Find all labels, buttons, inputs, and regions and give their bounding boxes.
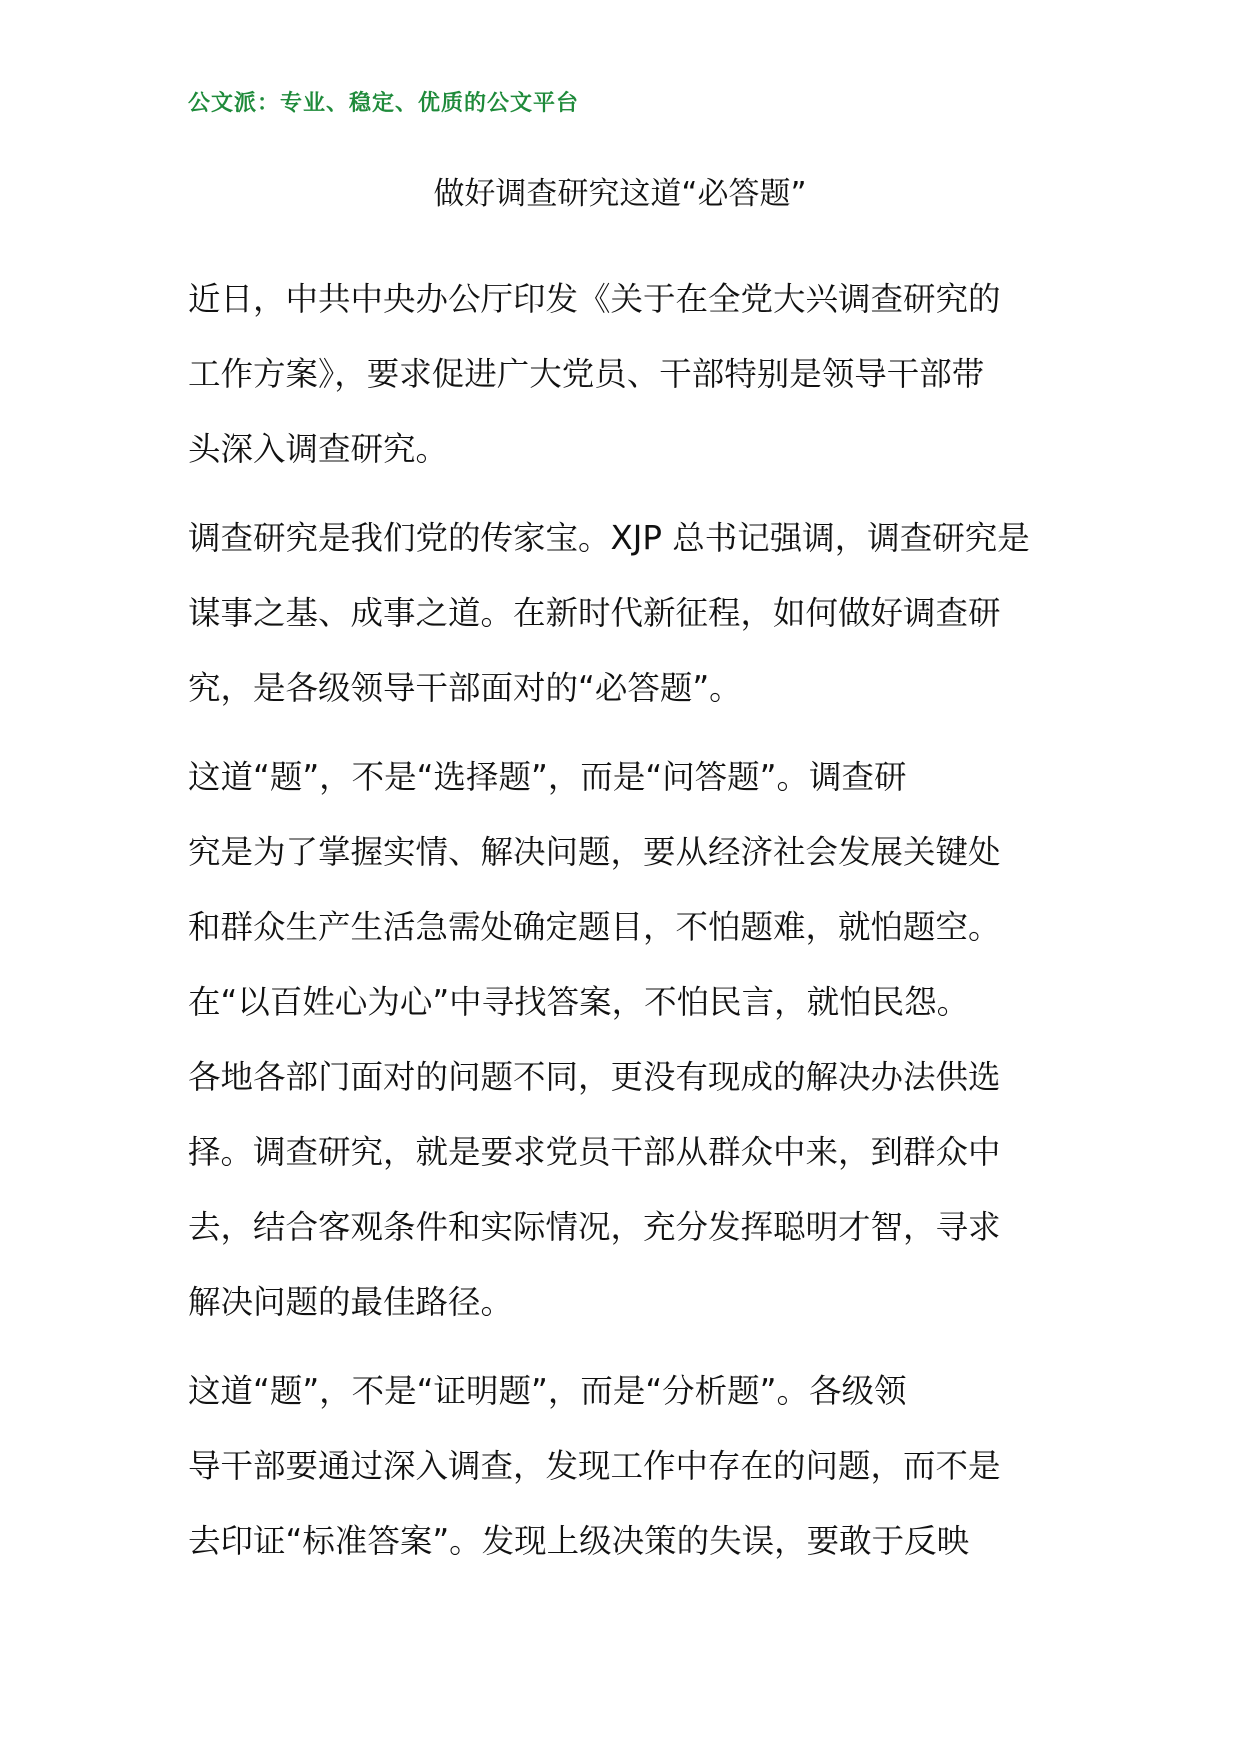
text-line: 这道“题”，不是“证明题”，而是“分析题”。各级领 (188, 1372, 907, 1410)
text-line: 解决问题的最佳路径。 (188, 1283, 514, 1321)
document-body (188, 262, 1068, 1593)
text-line: 这道“题”，不是“选择题”，而是“问答题”。调查研 (188, 758, 907, 796)
document-title: 做好调查研究这道“必答题” (433, 176, 807, 212)
text-line: 谋事之基、成事之道。在新时代新征程，如何做好调查研 (188, 594, 1001, 632)
paragraph-3 (188, 740, 1068, 1340)
text-line: 各地各部门面对的问题不同，更没有现成的解决办法供选 (188, 1058, 1001, 1096)
paragraph-2 (188, 501, 1068, 726)
paragraph-4 (188, 1354, 1068, 1579)
text-line: 工作方案》，要求促进广大党员、干部特别是领导干部带 (188, 355, 985, 393)
text-line: 究是为了掌握实情、解决问题，要从经济社会发展关键处 (188, 833, 1001, 871)
text-line: 究，是各级领导干部面对的“必答题”。 (188, 669, 742, 707)
text-line: 近日，中共中央办公厅印发《关于在全党大兴调查研究的 (188, 280, 1001, 318)
text-line: 择。调查研究，就是要求党员干部从群众中来，到群众中 (188, 1133, 1001, 1171)
text-line: 调查研究是我们党的传家宝。XJP 总书记强调，调查研究是 (188, 519, 1030, 557)
text-line: 头深入调查研究。 (188, 430, 449, 468)
text-line: 去印证“标准答案”。发现上级决策的失误，要敢于反映 (188, 1522, 970, 1560)
text-line: 导干部要通过深入调查，发现工作中存在的问题，而不是 (188, 1447, 1001, 1485)
site-header: 公文派：专业、稳定、优质的公文平台 (188, 91, 580, 116)
text-line: 和群众生产生活急需处确定题目，不怕题难，就怕题空。 (188, 908, 1001, 946)
text-line: 在“以百姓心为心”中寻找答案，不怕民言，就怕民怨。 (188, 983, 970, 1021)
paragraph-1 (188, 262, 1068, 487)
text-line: 去，结合客观条件和实际情况，充分发挥聪明才智，寻求 (188, 1208, 1001, 1246)
